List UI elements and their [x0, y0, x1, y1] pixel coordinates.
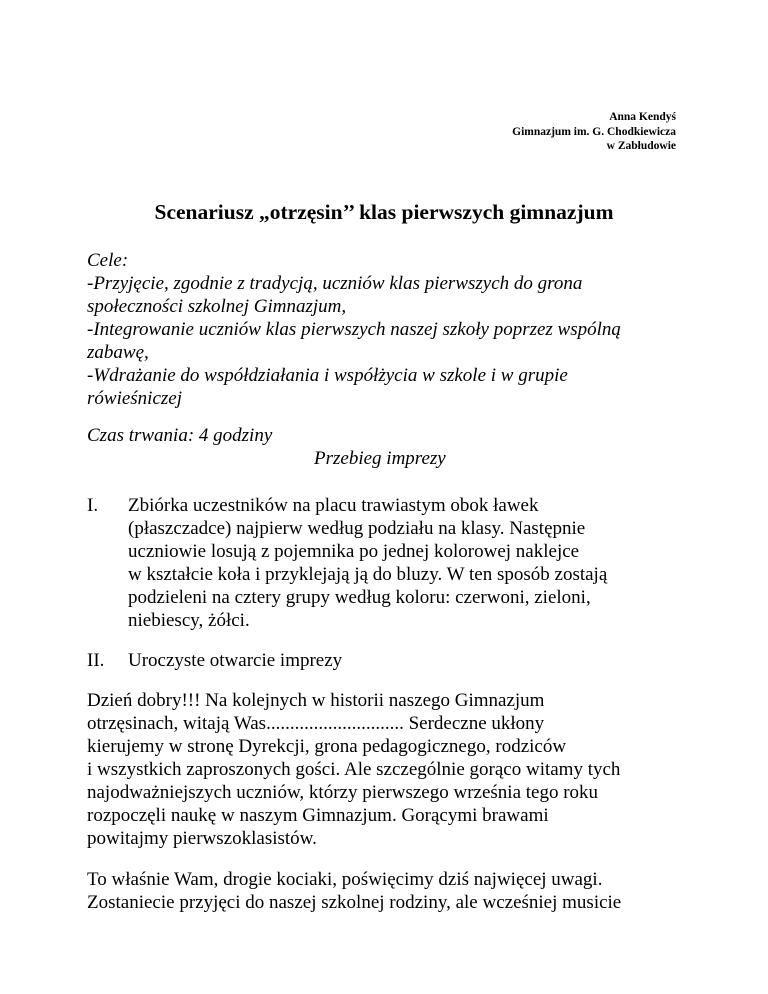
- document-title: Scenariusz „otrzęsin’’ klas pierwszych gimnazjum: [154, 200, 614, 224]
- duration-text: Czas trwania: 4 godziny: [87, 425, 273, 446]
- item-number: I.: [87, 495, 99, 516]
- item-line: podzieleni na cztery grupy według koloru: czerwoni, zieloni,: [128, 587, 591, 608]
- paragraph-line: najodważniejszych uczniów, którzy pierwszego września tego roku: [87, 782, 599, 803]
- paragraph-line: Dzień dobry!!! Na kolejnych w historii naszego Gimnazjum: [87, 690, 545, 711]
- author-block: [512, 110, 676, 154]
- item-number: II.: [87, 650, 105, 671]
- goals-line: -Integrowanie uczniów klas pierwszych naszej szkoły poprzez wspólną: [87, 319, 621, 340]
- item-line: uczniowie losują z pojemnika po jednej kolorowej naklejce: [128, 541, 580, 562]
- goals-section: [87, 249, 687, 410]
- item-line: w kształcie koła i przyklejają ją do bluzy. W ten sposób zostają: [128, 564, 608, 585]
- school-name: Gimnazjum im. G. Chodkiewicza: [512, 125, 676, 138]
- paragraph-line: i wszystkich zaproszonych gości. Ale szczególnie gorąco witamy tych: [87, 759, 621, 780]
- goals-line: rówieśniczej: [87, 388, 182, 409]
- paragraph-line: rozpoczęli naukę w naszym Gimnazjum. Gorącymi brawami: [87, 805, 549, 826]
- goals-label: Cele:: [87, 250, 129, 271]
- paragraph-line: kierujemy w stronę Dyrekcji, grona pedagogicznego, rodziców: [87, 736, 567, 757]
- school-location: w Zabłudowie: [606, 140, 676, 152]
- duration-section: [87, 424, 687, 470]
- goals-line: społeczności szkolnej Gimnazjum,: [87, 296, 347, 317]
- item-line: (płaszczadce) najpierw według podziału na klasy. Następnie: [128, 518, 586, 539]
- author-name: Anna Kendyś: [609, 111, 676, 123]
- paragraph-line: Zostaniecie przyjęci do naszej szkolnej rodziny, ale wcześniej musicie: [87, 892, 622, 913]
- goals-line: zabawę,: [87, 342, 149, 363]
- item-text: [128, 649, 688, 672]
- paragraph-line: To właśnie Wam, drogie kociaki, poświęcimy dziś najwięcej uwagi.: [87, 869, 603, 890]
- paragraph-line: powitajmy pierwszoklasistów.: [87, 828, 317, 849]
- item-line: Zbiórka uczestników na placu trawiastym obok ławek: [128, 495, 539, 516]
- item-line: niebiescy, żółci.: [128, 610, 250, 631]
- closing-paragraph: [87, 868, 687, 914]
- item-text: [128, 494, 688, 632]
- item-line: Uroczyste otwarcie imprezy: [128, 650, 343, 671]
- welcome-paragraph: [87, 689, 687, 850]
- goals-line: -Wdrażanie do współdziałania i współżycia w szkole i w grupie: [87, 365, 568, 386]
- agenda-subtitle: Przebieg imprezy: [314, 448, 446, 469]
- goals-line: -Przyjęcie, zgodnie z tradycją, uczniów klas pierwszych do grona: [87, 273, 583, 294]
- paragraph-line: otrzęsinach, witają Was............................. Serdeczne ukłony: [87, 713, 545, 734]
